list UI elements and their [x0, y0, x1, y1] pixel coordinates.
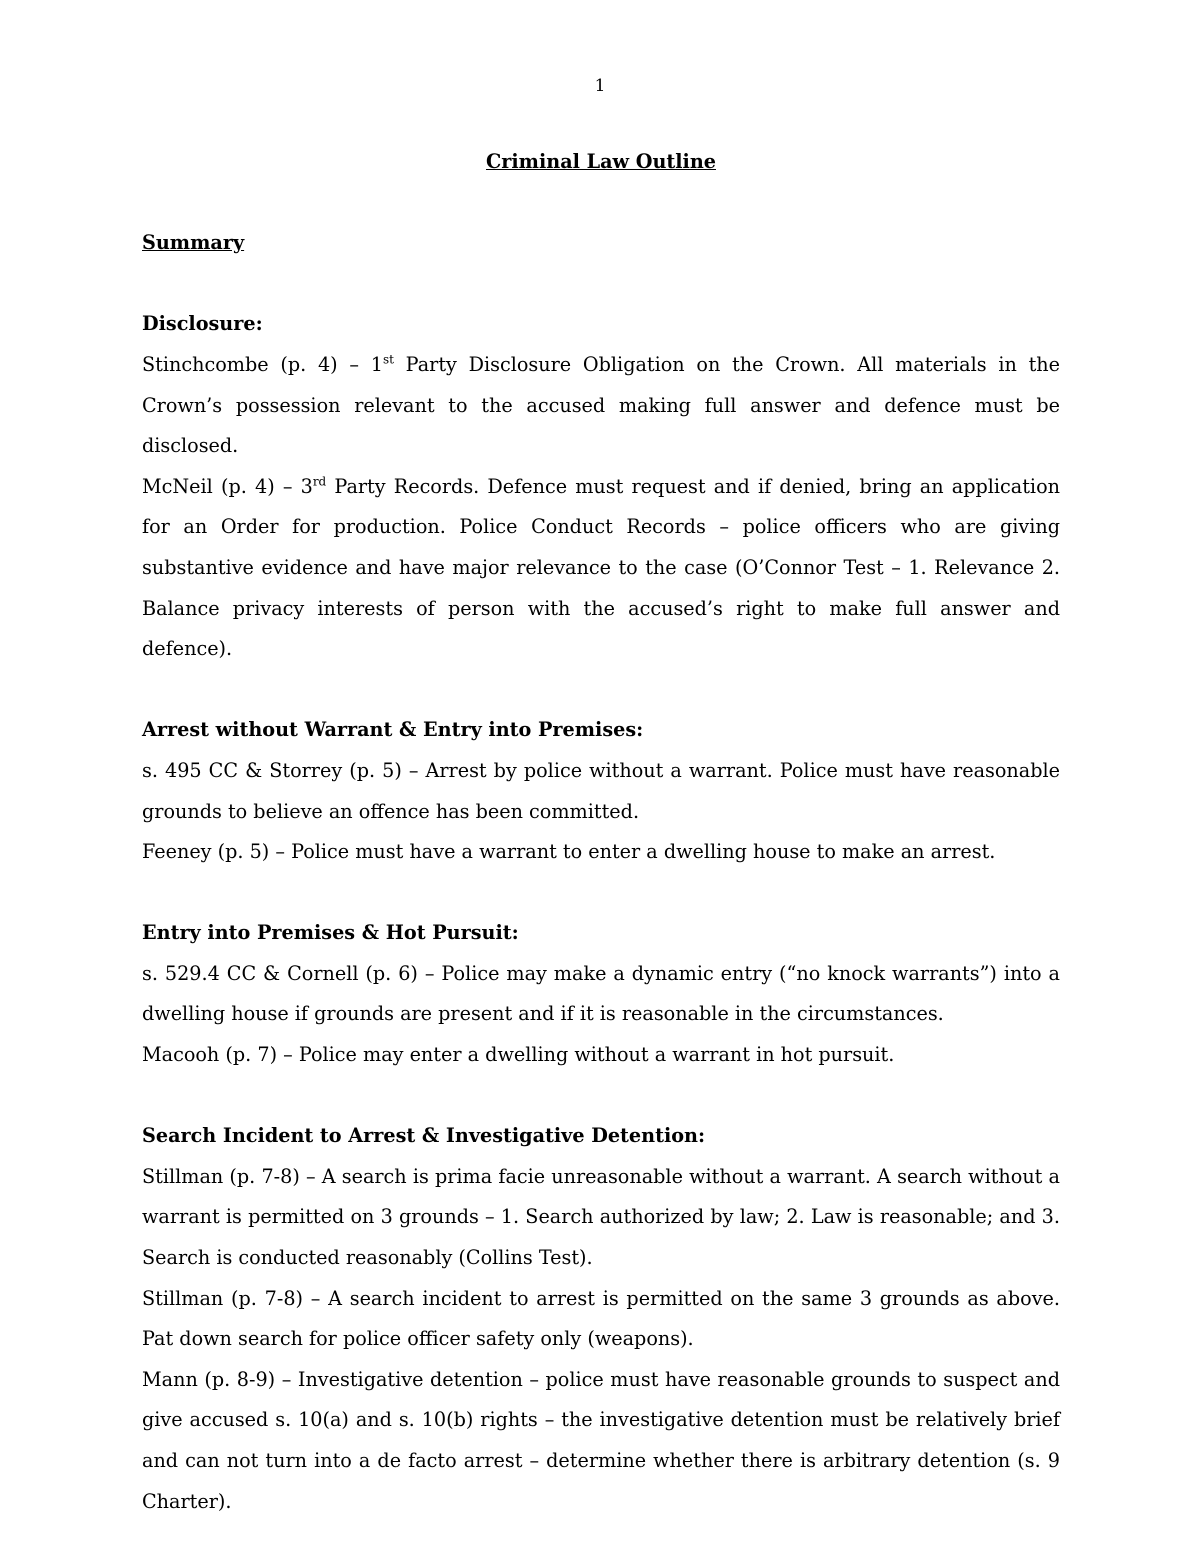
entry-text: s. 495 CC & Storrey (p. 5) – Arrest by police without a warrant. Police must have reasonable grounds to believe an offence has been committed.	[142, 758, 1060, 823]
section-heading: Disclosure:	[142, 312, 263, 336]
ordinal-suffix: st	[382, 352, 394, 367]
case-entry-feeney	[142, 832, 1060, 873]
entry-text: Macooh (p. 7) – Police may enter a dwelling without a warrant in hot pursuit.	[142, 1043, 895, 1067]
entry-text: Stillman (p. 7-8) – A search incident to arrest is permitted on the same 3 grounds as above. Pat down search for police officer safety only (weapons).	[142, 1286, 1060, 1351]
case-entry-macooh	[142, 1035, 1060, 1076]
entry-text: Stinchcombe (p. 4) – 1	[142, 352, 383, 376]
section-heading: Arrest without Warrant & Entry into Premises:	[142, 718, 644, 742]
entry-text: s. 529.4 CC & Cornell (p. 6) – Police may make a dynamic entry (“no knock warrants”) into a dwelling house if grounds are present and if it is reasonable in the circumstances.	[142, 961, 1060, 1026]
entry-text: Stillman (p. 7-8) – A search is prima facie unreasonable without a warrant. A search without a warrant is permitted on 3 grounds – 1. Search authorized by law; 2. Law is reasonable; and 3. Search is conducted reasonably (Collins Test).	[142, 1164, 1060, 1270]
section-disclosure	[142, 304, 1060, 669]
summary-heading: Summary	[142, 231, 245, 255]
section-search-incident	[142, 1116, 1060, 1522]
entry-text-continued: Party Records. Defence must request and if denied, bring an application for an Order for production. Police Conduct Records – police officers who are giving substantive evidence and have major relevance to the case (O’Connor Test – 1. Relevance 2. Balance privacy interests of person with the accused’s right to make full answer and defence).	[142, 474, 1060, 661]
case-entry-stinchcombe	[142, 345, 1060, 467]
page-number: 1	[594, 76, 606, 96]
section-heading: Entry into Premises & Hot Pursuit:	[142, 921, 519, 945]
document-title: Criminal Law Outline	[486, 150, 716, 173]
case-entry-storrey	[142, 751, 1060, 832]
entry-text: Feeney (p. 5) – Police must have a warrant to enter a dwelling house to make an arrest.	[142, 840, 996, 864]
section-arrest-without-warrant	[142, 710, 1060, 872]
entry-text: McNeil (p. 4) – 3	[142, 474, 313, 498]
case-entry-mcneil	[142, 467, 1060, 670]
ordinal-suffix: rd	[312, 474, 327, 489]
entry-text: Mann (p. 8-9) – Investigative detention – police must have reasonable grounds to suspect and give accused s. 10(a) and s. 10(b) rights – the investigative detention must be relatively brief and can not turn into a de facto arrest – determine whether there is arbitrary detention (s. 9 Charter).	[142, 1367, 1060, 1513]
section-hot-pursuit	[142, 913, 1060, 1075]
case-entry-cornell	[142, 954, 1060, 1035]
case-entry-mann	[142, 1360, 1060, 1522]
document-body	[142, 142, 1060, 1563]
case-entry-stillman-warrant	[142, 1157, 1060, 1279]
case-entry-stillman-arrest	[142, 1279, 1060, 1360]
section-heading: Search Incident to Arrest & Investigative Detention:	[142, 1124, 706, 1148]
entry-text-continued: Party Disclosure Obligation on the Crown. All materials in the Crown’s possession relevant to the accused making full answer and defence must be disclosed.	[142, 352, 1060, 458]
